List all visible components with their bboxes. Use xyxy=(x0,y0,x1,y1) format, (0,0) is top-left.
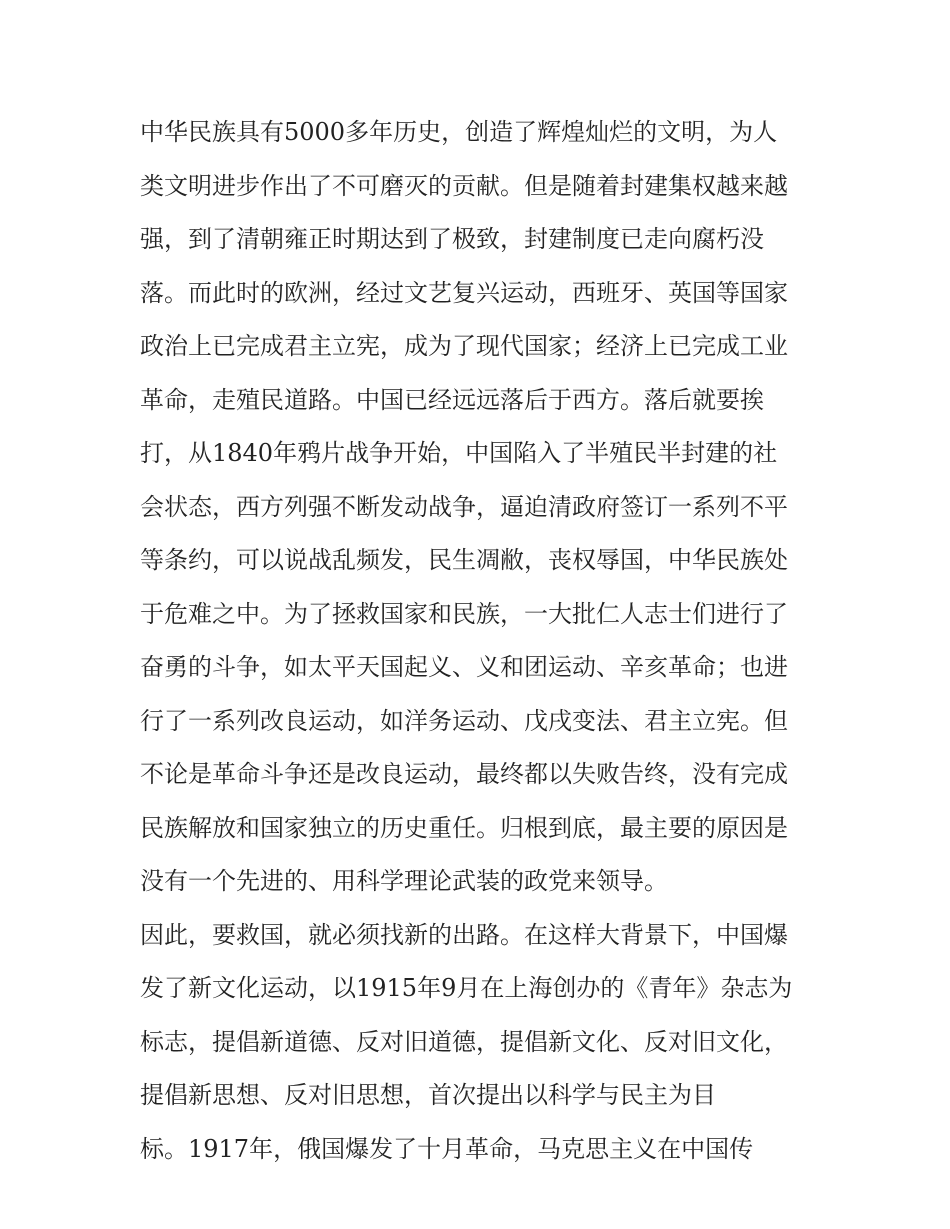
text-line: 强，到了清朝雍正时期达到了极致，封建制度已走向腐朽没 xyxy=(140,225,764,253)
text-line: 等条约，可以说战乱频发，民生凋敝，丧权辱国，中华民族处 xyxy=(140,546,788,574)
text-line: 没有一个先进的、用科学理论武装的政党来领导。 xyxy=(140,867,668,895)
text-line: 因此，要救国，就必须找新的出路。在这样大背景下，中国爆 xyxy=(140,920,788,949)
text-line: 中华民族具有5000多年历史，创造了辉煌灿烂的文明，为人 xyxy=(140,118,778,146)
body-text xyxy=(140,106,830,1176)
text-line: 提倡新思想、反对旧思想，首次提出以科学与民主为目 xyxy=(140,1081,716,1109)
text-line: 政治上已完成君主立宪，成为了现代国家；经济上已完成工业 xyxy=(140,332,788,360)
text-line: 标志，提倡新道德、反对旧道德，提倡新文化、反对旧文化， xyxy=(140,1027,788,1056)
text-line: 类文明进步作出了不可磨灭的贡献。但是随着封建集权越来越 xyxy=(140,171,788,200)
text-line: 于危难之中。为了拯救国家和民族，一大批仁人志士们进行了 xyxy=(140,599,788,628)
text-line: 打，从1840年鸦片战争开始，中国陷入了半殖民半封建的社 xyxy=(140,439,778,467)
text-line: 不论是革命斗争还是改良运动，最终都以失败告终，没有完成 xyxy=(140,760,788,788)
text-line: 奋勇的斗争，如太平天国起义、义和团运动、辛亥革命；也进 xyxy=(140,653,788,681)
text-line: 标。1917年，俄国爆发了十月革命，马克思主义在中国传 xyxy=(140,1134,754,1163)
text-line: 民族解放和国家独立的历史重任。归根到底，最主要的原因是 xyxy=(140,813,788,842)
text-line: 落。而此时的欧洲，经过文艺复兴运动，西班牙、英国等国家 xyxy=(140,278,788,307)
text-line: 行了一系列改良运动，如洋务运动、戊戌变法、君主立宪。但 xyxy=(140,706,788,735)
text-line: 发了新文化运动，以1915年9月在上海创办的《青年》杂志为 xyxy=(140,974,793,1002)
text-line: 革命，走殖民道路。中国已经远远落后于西方。落后就要挨 xyxy=(140,385,764,414)
text-line: 会状态，西方列强不断发动战争，逼迫清政府签订一系列不平 xyxy=(140,492,788,521)
